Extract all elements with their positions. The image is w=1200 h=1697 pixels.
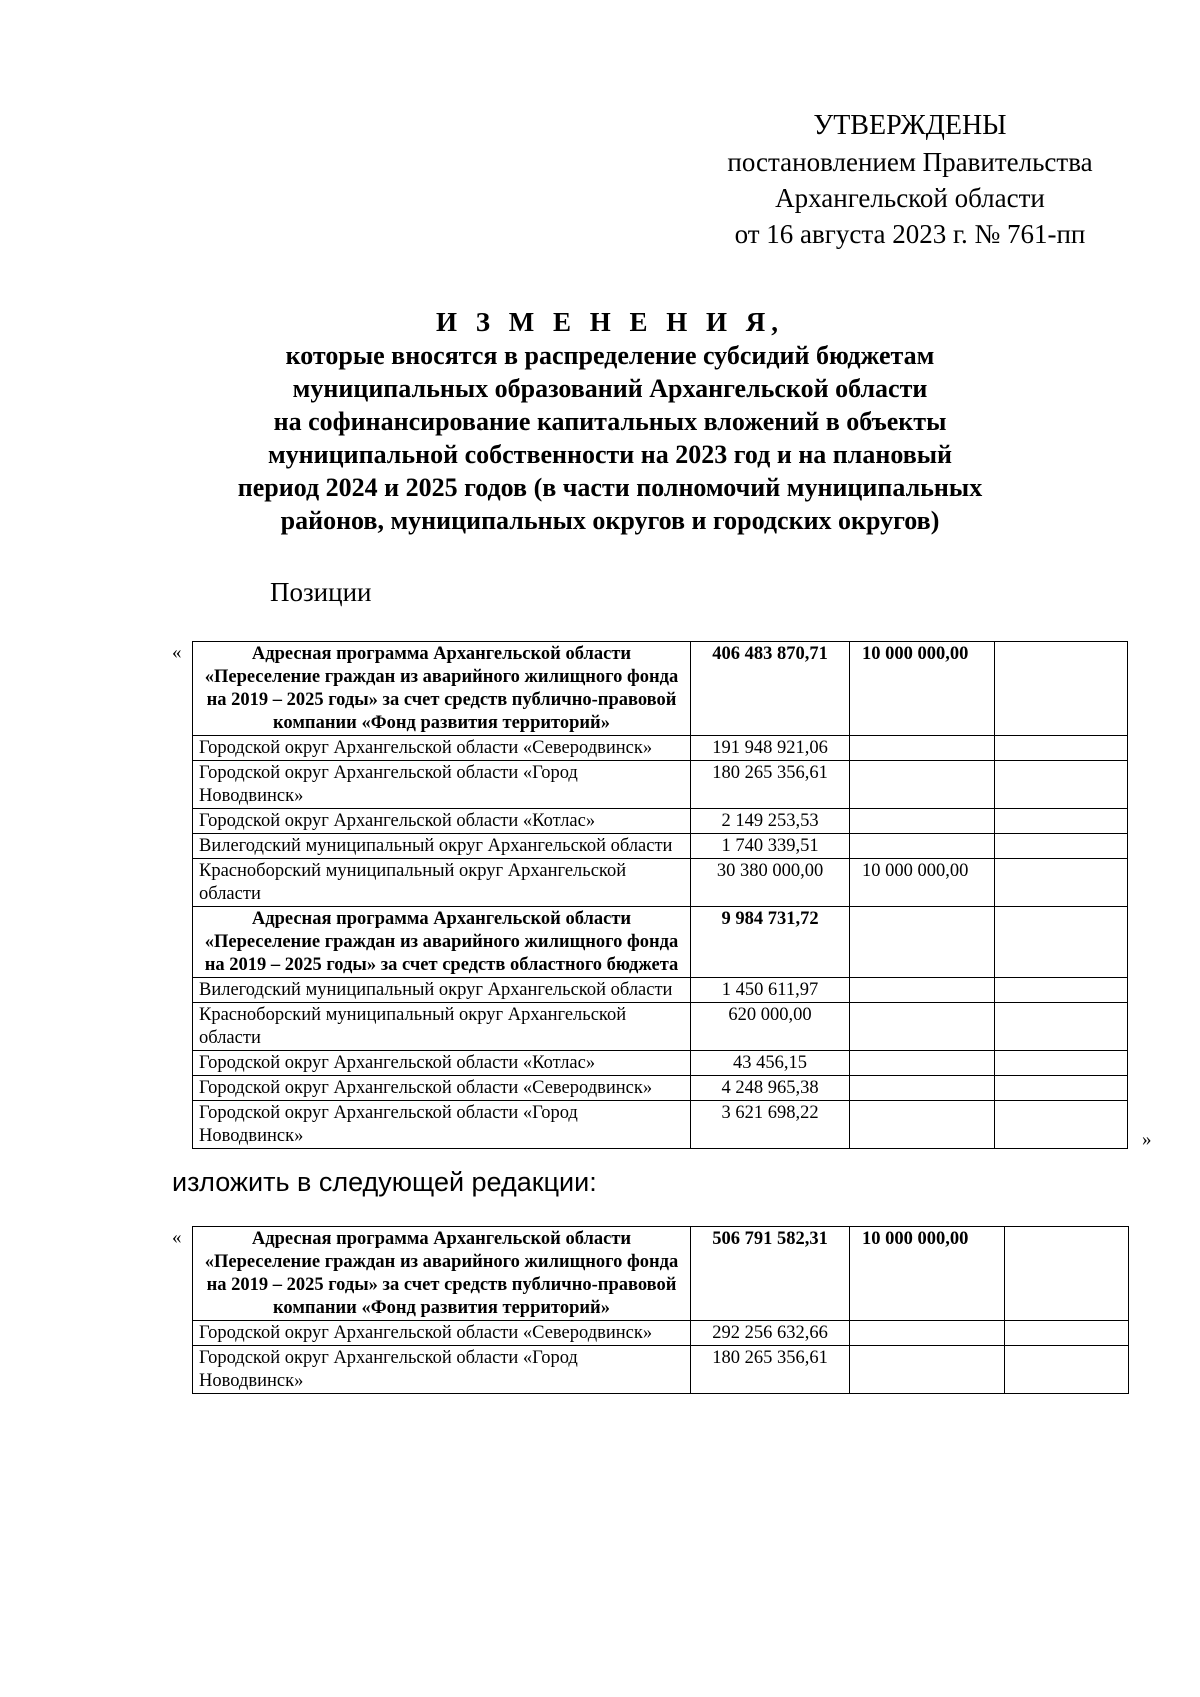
table2-body [193,1227,1129,1394]
row-2024-value: 10 000 000,00 [850,1227,1005,1321]
row-name-cell: Красноборский муниципальный округ Архангельской области [193,1003,691,1051]
row-2023-value: 406 483 870,71 [691,642,850,736]
table1-close-quote: » [1142,1129,1152,1150]
row-name-cell: Городской округ Архангельской области «Котлас» [193,1051,691,1076]
row-2023-value: 43 456,15 [691,1051,850,1076]
title-line: период 2024 и 2025 годов (в части полномочий муниципальных [237,473,983,502]
row-2023-value: 3 621 698,22 [691,1101,850,1149]
table-row [193,834,1128,859]
row-2023-value: 2 149 253,53 [691,809,850,834]
approval-heading: УТВЕРЖДЕНЫ [813,110,1007,141]
row-2025-value [995,834,1128,859]
positions-label: Позиции [270,577,372,607]
approval-line-2: постановлением Правительства [727,147,1093,177]
row-2023-value: 191 948 921,06 [691,736,850,761]
title-word: И З М Е Н Е Н И Я, [435,307,784,337]
row-2024-value [850,1101,995,1149]
title-line: муниципальной собственности на 2023 год и на плановый [267,440,953,469]
row-2024-value [850,1346,1005,1394]
row-name-cell: Красноборский муниципальный округ Архангельской области [193,859,691,907]
row-name-cell: Адресная программа Архангельской области «Переселение граждан из аварийного жилищного фонда на 2019 – 2025 годы» за счет средств областного бюджета [193,907,691,978]
table1-body [193,642,1128,1149]
row-2025-value [995,761,1128,809]
row-2024-value: 10 000 000,00 [850,642,995,736]
title-line: районов, муниципальных округов и городских округов) [280,506,940,535]
title-line: муниципальных образований Архангельской области [292,374,928,403]
row-name-cell: Городской округ Архангельской области «Северодвинск» [193,1076,691,1101]
row-2025-value [995,642,1128,736]
row-name-cell: Адресная программа Архангельской области «Переселение граждан из аварийного жилищного фонда на 2019 – 2025 годы» за счет средств публично-правовой компании «Фонд развития территорий» [193,642,691,736]
table-row [193,1346,1129,1394]
row-2024-value [850,1003,995,1051]
row-2025-value [1005,1321,1129,1346]
table-row [193,1003,1128,1051]
row-2025-value [995,1003,1128,1051]
table-current-positions [192,641,1128,1149]
row-2023-value: 506 791 582,31 [691,1227,850,1321]
row-2023-value: 1 740 339,51 [691,834,850,859]
row-name-cell: Городской округ Архангельской области «Город Новодвинск» [193,1101,691,1149]
row-name-cell: Городской округ Архангельской области «Город Новодвинск» [193,1346,691,1394]
table1-open-quote: « [172,642,182,663]
row-name-cell: Вилегодский муниципальный округ Архангельской области [193,978,691,1003]
row-name-cell: Городской округ Архангельской области «Северодвинск» [193,1321,691,1346]
title-line: на софинансирование капитальных вложений в объекты [273,407,947,436]
table-row [193,1101,1128,1149]
table2-open-quote: « [172,1227,182,1248]
table-section-row [193,1227,1129,1321]
table-row [193,1051,1128,1076]
table-row [193,1076,1128,1101]
row-2024-value [850,1321,1005,1346]
table-section-row [193,907,1128,978]
approval-stamp [700,108,1120,252]
row-2025-value [995,809,1128,834]
row-2024-value [850,907,995,978]
row-2024-value [850,809,995,834]
document-title [170,306,1050,537]
row-name-cell: Адресная программа Архангельской области «Переселение граждан из аварийного жилищного фонда на 2019 – 2025 годы» за счет средств публично-правовой компании «Фонд развития территорий» [193,1227,691,1321]
row-name-cell: Городской округ Архангельской области «Город Новодвинск» [193,761,691,809]
title-line: которые вносятся в распределение субсидий бюджетам [285,341,935,370]
row-2023-value: 292 256 632,66 [691,1321,850,1346]
table-row [193,736,1128,761]
table-section-row [193,642,1128,736]
row-2024-value [850,978,995,1003]
table-row [193,1321,1129,1346]
row-2024-value [850,1076,995,1101]
table-row [193,978,1128,1003]
row-2024-value [850,736,995,761]
row-2025-value [1005,1346,1129,1394]
row-2024-value [850,834,995,859]
row-name-cell: Городской округ Архангельской области «Северодвинск» [193,736,691,761]
row-2025-value [995,978,1128,1003]
row-2023-value: 4 248 965,38 [691,1076,850,1101]
approval-line-4: от 16 августа 2023 г. № 761-пп [734,219,1086,249]
row-2023-value: 180 265 356,61 [691,1346,850,1394]
row-2025-value [995,1051,1128,1076]
row-2025-value [995,1076,1128,1101]
row-2025-value [995,1101,1128,1149]
table-row [193,761,1128,809]
row-name-cell: Вилегодский муниципальный округ Архангельской области [193,834,691,859]
table-row [193,859,1128,907]
row-2025-value [995,736,1128,761]
row-2023-value: 180 265 356,61 [691,761,850,809]
row-2025-value [995,859,1128,907]
approval-line-3: Архангельской области [775,183,1045,213]
table-new-positions [192,1226,1129,1394]
row-2024-value [850,1051,995,1076]
row-2024-value [850,761,995,809]
row-2023-value: 30 380 000,00 [691,859,850,907]
table-row [193,809,1128,834]
row-2023-value: 620 000,00 [691,1003,850,1051]
row-2023-value: 9 984 731,72 [691,907,850,978]
row-2024-value: 10 000 000,00 [850,859,995,907]
row-2025-value [1005,1227,1129,1321]
edit-instruction: изложить в следующей редакции: [172,1167,597,1197]
row-2023-value: 1 450 611,97 [691,978,850,1003]
row-2025-value [995,907,1128,978]
row-name-cell: Городской округ Архангельской области «Котлас» [193,809,691,834]
